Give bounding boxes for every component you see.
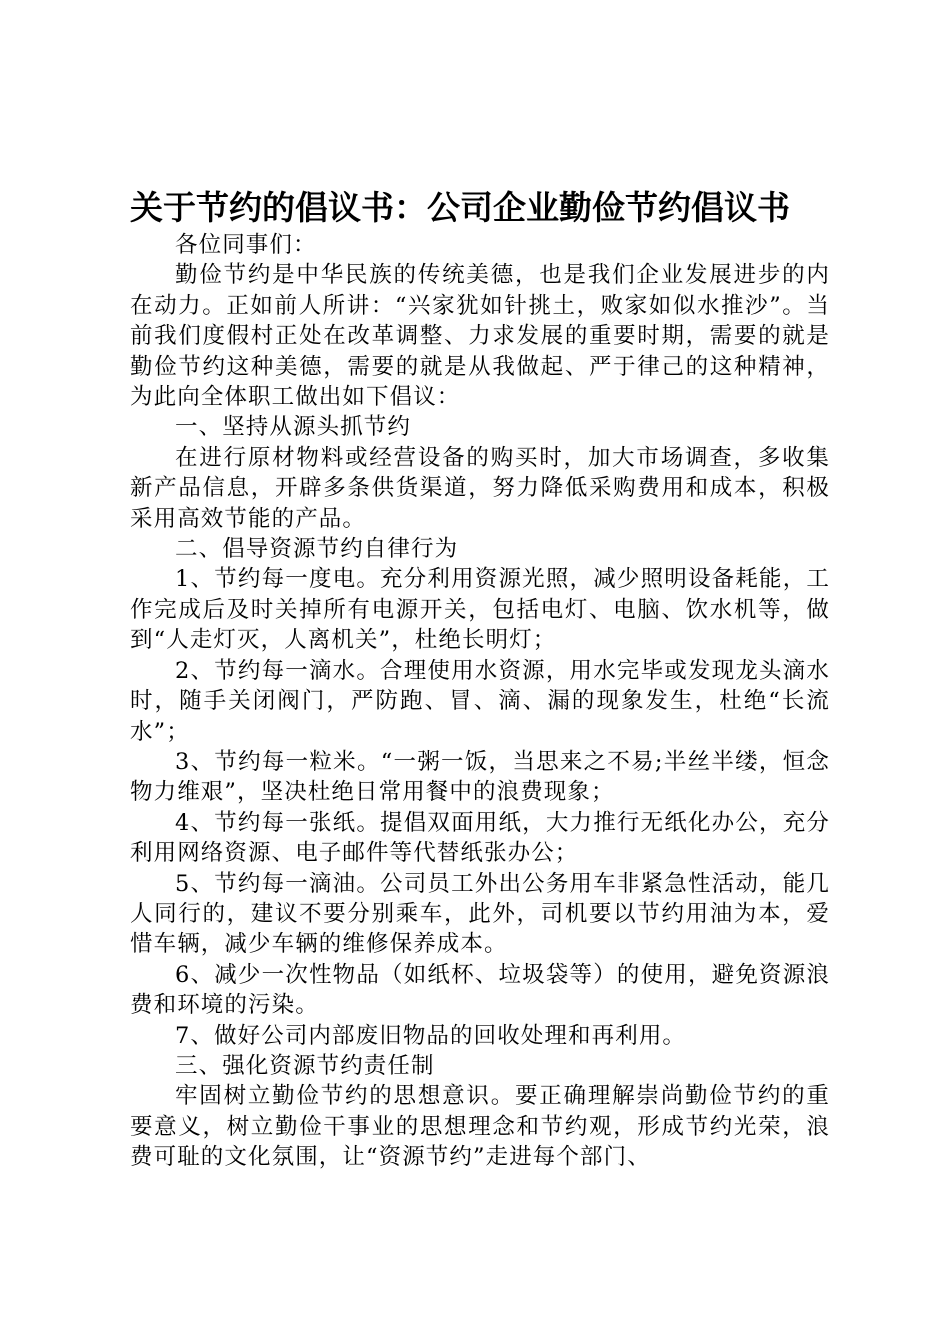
section-heading-1: 一、坚持从源头抓节约: [175, 414, 412, 441]
intro-paragraph: 勤俭节约是中华民族的传统美德，也是我们企业发展进步的内在动力。正如前人所讲：“兴家犹如针挑土，败家如似水推沙”。当前我们度假村正处在改革调整、力求发展的重要时期，需要的就是勤俭节约这种美德，需要的就是从我做起、严于律己的这种精神，为此向全体职工做出如下倡议：: [130, 262, 830, 411]
list-item-disposables: 6、减少一次性物品（如纸杯、垃圾袋等）的使用，避免资源浪费和环境的污染。: [130, 961, 830, 1019]
document-title: 关于节约的倡议书：公司企业勤俭节约倡议书: [130, 188, 790, 227]
list-item-electricity: 1、节约每一度电。充分利用资源光照，减少照明设备耗能，工作完成后及时关掉所有电源开关，包括电灯、电脑、饮水机等，做到“人走灯灭，人离机关”，杜绝长明灯；: [130, 566, 830, 654]
list-item-rice: 3、节约每一粒米。“一粥一饭，当思来之不易;半丝半缕，恒念物力维艰”，坚决杜绝日常用餐中的浪费现象；: [130, 748, 830, 806]
section-heading-3: 三、强化资源节约责任制: [175, 1052, 435, 1079]
list-item-recycling: 7、做好公司内部废旧物品的回收处理和再利用。: [175, 1022, 687, 1049]
document-page: [130, 186, 830, 1173]
list-item-oil: 5、节约每一滴油。公司员工外出公务用车非紧急性活动，能几人同行的，建议不要分别乘车，此外，司机要以节约用油为本，爱惜车辆，减少车辆的维修保养成本。: [130, 870, 830, 958]
salutation: 各位同事们：: [175, 232, 317, 258]
list-item-water: 2、节约每一滴水。合理使用水资源，用水完毕或发现龙头滴水时，随手关闭阀门，严防跑、冒、滴、漏的现象发生，杜绝“长流水”；: [130, 657, 830, 745]
section-heading-2: 二、倡导资源节约自律行为: [175, 536, 459, 563]
section-3-paragraph: 牢固树立勤俭节约的思想意识。要正确理解崇尚勤俭节约的重要意义，树立勤俭干事业的思想理念和节约观，形成节约光荣，浪费可耻的文化氛围，让“资源节约”走进每个部门、: [130, 1083, 830, 1171]
list-item-paper: 4、节约每一张纸。提倡双面用纸，大力推行无纸化办公，充分利用网络资源、电子邮件等代替纸张办公；: [130, 809, 830, 867]
section-1-paragraph: 在进行原材物料或经营设备的购买时，加大市场调查，多收集新产品信息，开辟多条供货渠道，努力降低采购费用和成本，积极采用高效节能的产品。: [130, 444, 830, 532]
document-body: [130, 230, 830, 1173]
